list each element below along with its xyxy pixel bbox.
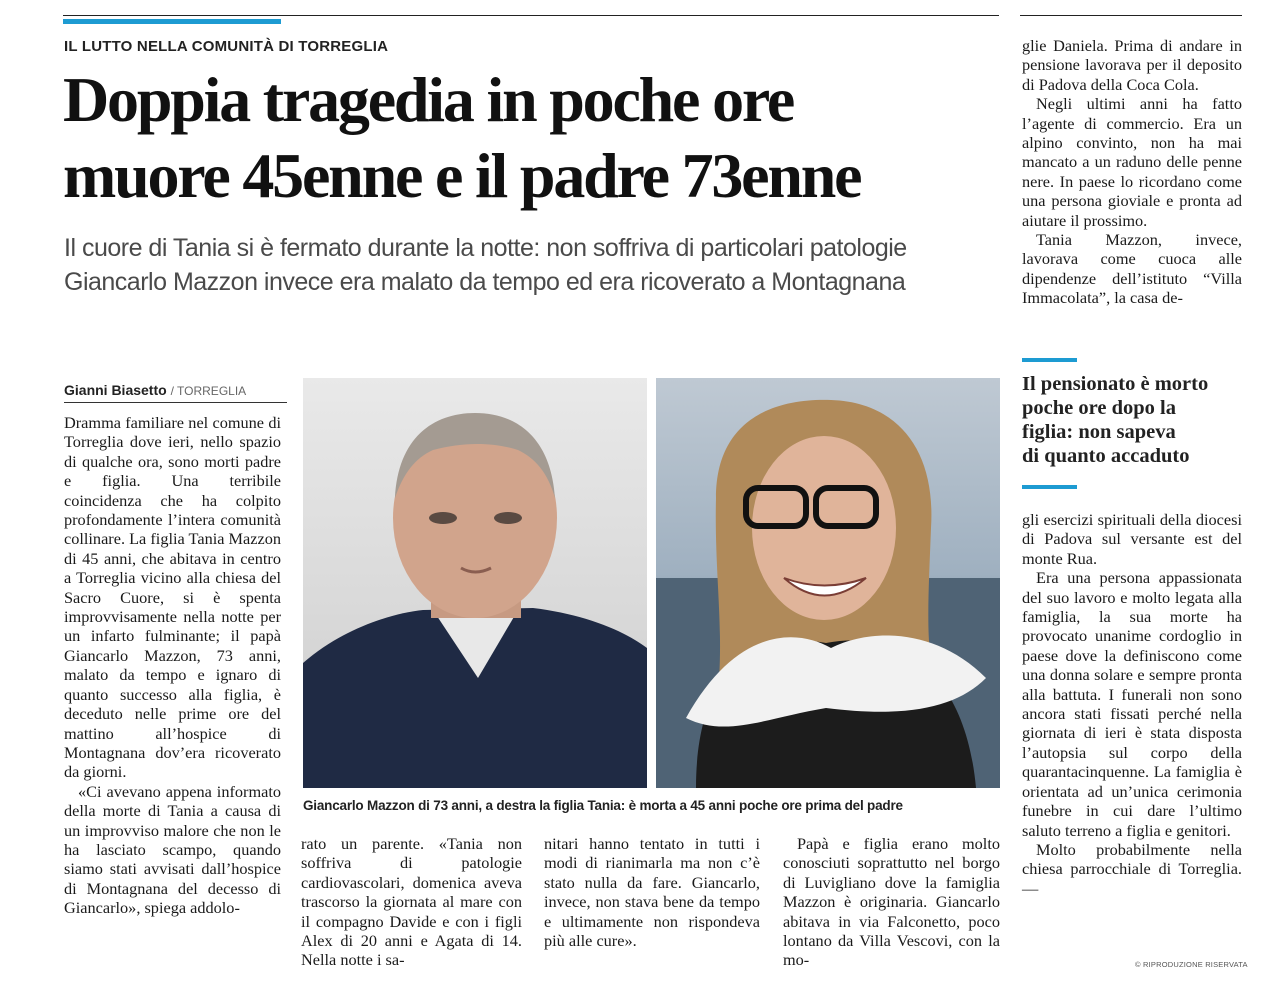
photo-tania-mazzon — [656, 378, 1000, 788]
article-column-1 — [64, 413, 281, 918]
pullquote-line: poche ore dopo la — [1022, 397, 1176, 419]
paragraph: Papà e figlia erano molto conosciuti soprattutto nel borgo di Luvigliano dove la famiglia Mazzon è originaria. Giancarlo abitava in via Falconetto, poco lontano da Villa Vescovi, con la mo- — [783, 834, 1000, 970]
subhead-line: Giancarlo Mazzon invece era malato da tempo ed era ricoverato a Montagnana — [64, 268, 906, 296]
copyright-note: © RIPRODUZIONE RISERVATA — [1135, 960, 1248, 969]
headline-line: muore 45enne e il padre 73enne — [63, 140, 861, 211]
photo-caption: Giancarlo Mazzon di 73 anni, a destra la figlia Tania: è morta a 45 anni poche ore prima del padre — [303, 798, 903, 813]
paragraph: gli esercizi spirituali della diocesi di Padova sul versante est del monte Rua. — [1022, 510, 1242, 568]
photo-giancarlo-mazzon — [303, 378, 647, 788]
pullquote-line: figlia: non sapeva — [1022, 421, 1176, 443]
paragraph: rato un parente. «Tania non soffriva di patologie cardiovascolari, domenica aveva trascorso la giornata al mare con il compagno Davide e con i figli Alex di 20 anni e Agata di 14. Nella notte i sa- — [301, 834, 522, 970]
headline — [63, 62, 1008, 214]
author-name: Gianni Biasetto — [64, 382, 167, 398]
article-column-3 — [544, 834, 760, 950]
paragraph: Molto probabilmente nella chiesa parrocchiale di Torreglia. — — [1022, 839, 1242, 898]
paragraph: glie Daniela. Prima di andare in pensione lavorava per il deposito di Padova della Coca Cola. — [1022, 36, 1242, 94]
pullquote-line: di quanto accaduto — [1022, 445, 1190, 467]
pullquote — [1022, 372, 1242, 468]
pullquote-rule-bottom — [1022, 485, 1077, 489]
portrait-woman-illustration — [656, 378, 1000, 788]
byline-rule — [64, 402, 287, 403]
pullquote-line: Il pensionato è morto — [1022, 373, 1209, 395]
paragraph: Negli ultimi anni ha fatto l’agente di commercio. Era un alpino convinto, non ha mai mancato a un raduno delle penne nere. In paese lo ricordano come una persona gioviale e pronta ad aiutare il prossimo. — [1022, 94, 1242, 230]
article-column-4 — [783, 834, 1000, 970]
top-rule-right — [1020, 15, 1242, 16]
article-column-2 — [301, 834, 522, 970]
subhead-line: Il cuore di Tania si è fermato durante la notte: non soffriva di particolari patologie — [64, 234, 907, 262]
pullquote-rule-top — [1022, 358, 1077, 362]
portrait-man-illustration — [303, 378, 647, 788]
paragraph: nitari hanno tentato in tutti i modi di rianimarla ma non c’è stato nulla da fare. Giancarlo, invece, non stava bene da tempo e ultimamente non rispondeva più alle cure». — [544, 834, 760, 951]
paragraph: Tania Mazzon, invece, lavorava come cuoca alle dipendenze dell’istituto “Villa Immacolata”, la casa de- — [1022, 230, 1242, 308]
headline-line: Doppia tragedia in poche ore — [63, 64, 794, 135]
top-rule — [63, 15, 999, 16]
article-column-right-bottom — [1022, 510, 1242, 898]
article-column-right-top — [1022, 36, 1242, 308]
byline — [64, 382, 246, 398]
paragraph: «Ci avevano appena informato della morte di Tania a causa di un improvviso malore che non le ha lasciato scampo, quando siamo stati avvisati dall’hospice di Montagnana del decesso di Giancarlo», spiega addolo- — [64, 781, 281, 918]
paragraph: Era una persona appassionata del suo lavoro e molto legata alla famiglia, la sua morte ha provocato unanime cordoglio in paese dove la definiscono come una donna solare e sempre pronta alla battuta. I funerali non sono ancora stati fissati perché nella giornata di ieri è stata disposta l’autopsia sul corpo della quarantacinquenne. La famiglia è orientata ad un’unica cerimonia funebre in cui dare l’ultimo saluto terreno a figlia e genitori. — [1022, 568, 1242, 840]
byline-location: / TORREGLIA — [170, 384, 247, 398]
paragraph: Dramma familiare nel comune di Torreglia dove ieri, nello spazio di qualche ora, sono morti padre e figlia. Una terribile coincidenza che ha colpito profondamente l’intera comunità collinare. La figlia Tania Mazzon di 45 anni, che abitava in centro a Torreglia vicino alla chiesa del Sacro Cuore, si è spenta improvvisamente nella notte per un infarto fulminante; il papà Giancarlo Mazzon, 73 anni, malato da tempo e ignaro di quanto successo alla figlia, è deceduto nelle prime ore del mattino all’hospice di Montagnana dov’era ricoverato da giorni. — [64, 413, 281, 782]
accent-bar — [63, 19, 281, 24]
subheadline — [64, 231, 1004, 299]
kicker: IL LUTTO NELLA COMUNITÀ DI TORREGLIA — [64, 38, 389, 55]
